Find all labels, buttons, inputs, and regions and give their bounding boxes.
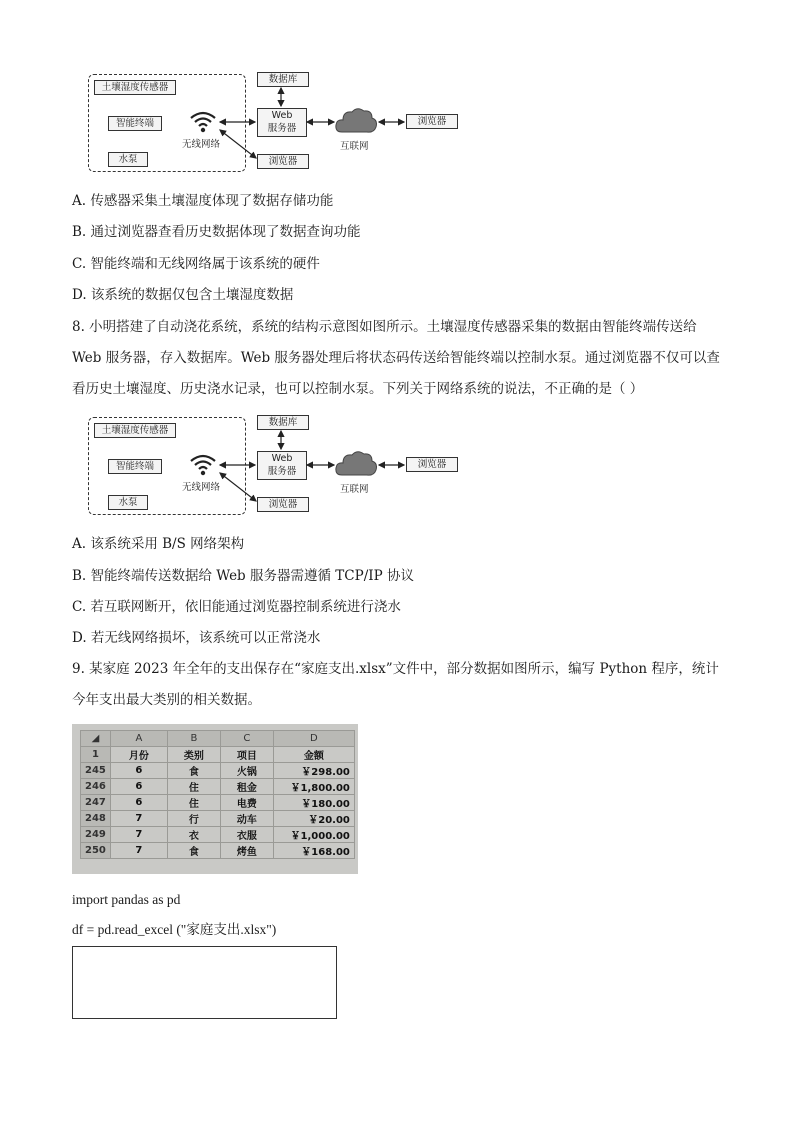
month-cell: 7 — [110, 811, 167, 827]
q7-option-d: D. 该系统的数据仅包含土壤湿度数据 — [72, 287, 294, 303]
code-line-read-excel: df = pd.read_excel ("家庭支出.xlsx") — [72, 922, 277, 937]
amount-cell: ￥298.00 — [273, 763, 354, 779]
local-browser-box: 浏览器 — [257, 154, 309, 169]
expense-table — [80, 730, 355, 859]
table-row — [81, 779, 355, 795]
q8-option-c: C. 若互联网断开，依旧能通过浏览器控制系统进行浇水 — [72, 599, 401, 615]
row-number: 1 — [81, 747, 111, 763]
row-number: 247 — [81, 795, 111, 811]
row-number: 249 — [81, 827, 111, 843]
answer-box[interactable] — [72, 946, 337, 1019]
category-cell: 住 — [167, 795, 220, 811]
q8-option-b: B. 智能终端传送数据给 Web 服务器需遵循 TCP/IP 协议 — [72, 568, 414, 584]
row-number: 245 — [81, 763, 111, 779]
category-cell: 食 — [167, 843, 220, 859]
connection-arrows — [84, 72, 464, 192]
table-row — [81, 811, 355, 827]
header-cell: 月份 — [110, 747, 167, 763]
q9-stem: 9. 某家庭 2023 年全年的支出保存在“家庭支出.xlsx”文件中，部分数据如图所示，编写 Python 程序，统计今年支出最大类别的相关数据。 — [72, 661, 719, 708]
header-cell: 金额 — [273, 747, 354, 763]
row-number: 246 — [81, 779, 111, 795]
system-diagram-2 — [84, 415, 464, 535]
internet-label: 互联网 — [340, 141, 369, 152]
web-server-line2: 服务器 — [267, 123, 297, 134]
terminal-box: 智能终端 — [108, 116, 162, 131]
wireless-label: 无线网络 — [182, 139, 221, 150]
remote-browser-box: 浏览器 — [406, 457, 458, 472]
system-diagram-1 — [84, 72, 464, 192]
spreadsheet-photo — [72, 724, 358, 874]
table-row — [81, 795, 355, 811]
connection-arrows — [84, 415, 464, 535]
table-row — [81, 827, 355, 843]
local-browser-box: 浏览器 — [257, 497, 309, 512]
header-row — [81, 747, 355, 763]
q8-option-d: D. 若无线网络损坏，该系统可以正常浇水 — [72, 630, 321, 646]
category-cell: 行 — [167, 811, 220, 827]
month-cell: 7 — [110, 843, 167, 859]
wireless-label: 无线网络 — [182, 482, 221, 493]
amount-cell: ￥1,800.00 — [273, 779, 354, 795]
web-server-line1: Web — [271, 453, 293, 464]
remote-browser-box: 浏览器 — [406, 114, 458, 129]
q7-option-a: A. 传感器采集土壤湿度体现了数据存储功能 — [72, 193, 334, 209]
column-letter: B — [167, 731, 220, 747]
q7-option-b: B. 通过浏览器查看历史数据体现了数据查询功能 — [72, 224, 361, 240]
column-letter: D — [273, 731, 354, 747]
pump-box: 水泵 — [108, 495, 148, 510]
row-number: 250 — [81, 843, 111, 859]
item-cell: 烤鱼 — [220, 843, 273, 859]
database-box: 数据库 — [257, 72, 309, 87]
category-cell: 食 — [167, 763, 220, 779]
q8-stem: 8. 小明搭建了自动浇花系统，系统的结构示意图如图所示。土壤湿度传感器采集的数据由智能终端传送给 Web 服务器，存入数据库。Web 服务器处理后将状态码传送给智能终端以控制水泵。通过浏览器不仅可以查看历史土壤湿度、历史浇水记录，也可以控制水泵。下列关于网络系统的说法，不正确的是（ ） — [72, 319, 720, 397]
terminal-box: 智能终端 — [108, 459, 162, 474]
code-line-import: import pandas as pd — [72, 892, 181, 907]
item-cell: 动车 — [220, 811, 273, 827]
corner-cell: ◢ — [81, 731, 111, 747]
sensor-box: 土壤湿度传感器 — [94, 423, 176, 438]
item-cell: 电费 — [220, 795, 273, 811]
item-cell: 衣服 — [220, 827, 273, 843]
sensor-box: 土壤湿度传感器 — [94, 80, 176, 95]
web-server-line2: 服务器 — [267, 466, 297, 477]
column-letters-row — [81, 731, 355, 747]
row-number: 248 — [81, 811, 111, 827]
table-row — [81, 843, 355, 859]
month-cell: 6 — [110, 779, 167, 795]
category-cell: 住 — [167, 779, 220, 795]
pump-box: 水泵 — [108, 152, 148, 167]
category-cell: 衣 — [167, 827, 220, 843]
q8-option-a: A. 该系统采用 B/S 网络架构 — [72, 536, 245, 552]
month-cell: 6 — [110, 763, 167, 779]
web-server-line1: Web — [271, 110, 293, 121]
amount-cell: ￥20.00 — [273, 811, 354, 827]
month-cell: 6 — [110, 795, 167, 811]
header-cell: 类别 — [167, 747, 220, 763]
q7-option-c: C. 智能终端和无线网络属于该系统的硬件 — [72, 256, 320, 272]
table-row — [81, 763, 355, 779]
amount-cell: ￥1,000.00 — [273, 827, 354, 843]
month-cell: 7 — [110, 827, 167, 843]
column-letter: A — [110, 731, 167, 747]
database-box: 数据库 — [257, 415, 309, 430]
item-cell: 租金 — [220, 779, 273, 795]
column-letter: C — [220, 731, 273, 747]
amount-cell: ￥180.00 — [273, 795, 354, 811]
header-cell: 项目 — [220, 747, 273, 763]
internet-label: 互联网 — [340, 484, 369, 495]
item-cell: 火锅 — [220, 763, 273, 779]
amount-cell: ￥168.00 — [273, 843, 354, 859]
